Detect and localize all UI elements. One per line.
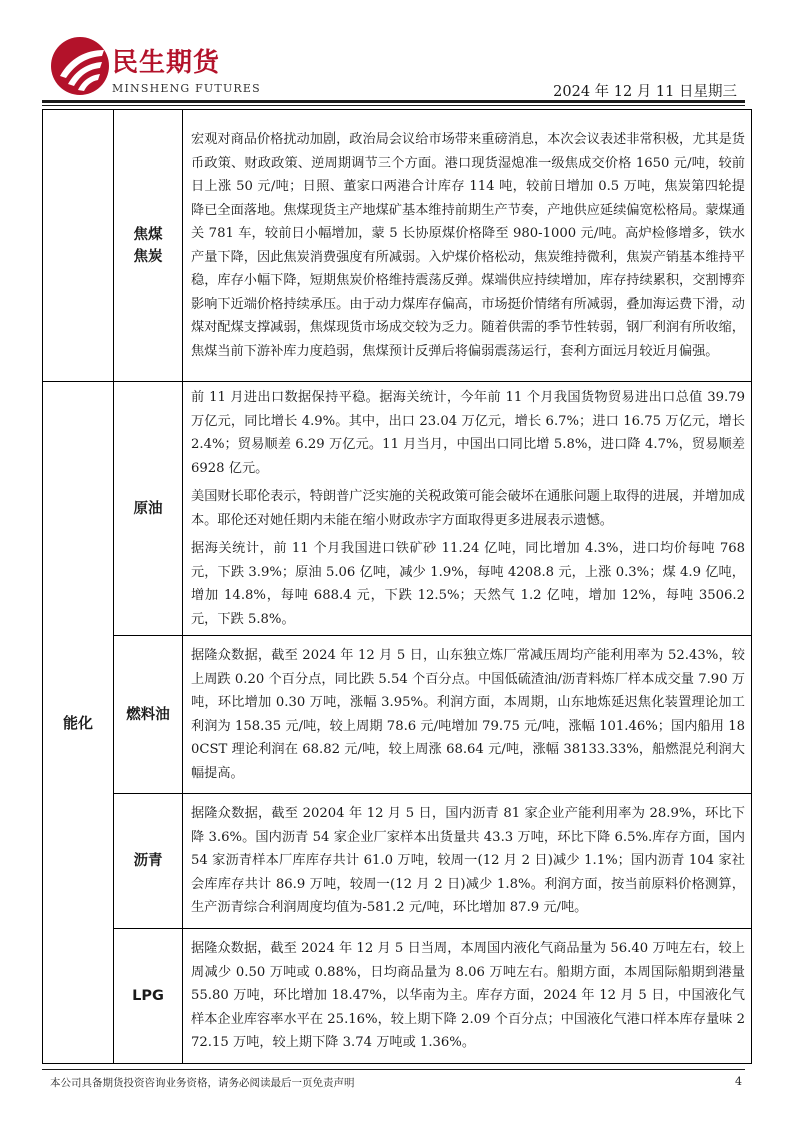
minsheng-logo-icon — [50, 36, 110, 96]
commentary-paragraph: 美国财长耶伦表示，特朗普广泛实施的关税政策可能会破坏在通胀问题上取得的进展，并增加成本。耶伦还对她任期内未能在缩小财政赤字方面取得更多进展表示遗憾。 — [191, 489, 745, 528]
commentary-cell — [183, 794, 752, 929]
page-header — [50, 36, 745, 100]
page-number: 4 — [735, 1075, 742, 1088]
footer-rule — [42, 1069, 745, 1070]
category-cell — [43, 110, 114, 382]
table-row — [43, 382, 752, 636]
subcategory-label: LPG — [132, 988, 164, 1004]
commentary-paragraph: 据海关统计，前 11 个月我国进口铁矿砂 11.24 亿吨，同比增加 4.3%，进口均价每吨 768 元，下跌 3.9%；原油 5.06 亿吨，减少 1.9%，每吨 4208.8 元，上涨 0.3%；煤 4.9 亿吨，增加 14.8%，每吨 688.4 元，下跌 12.5%；天然气 1.2 亿吨，增加 12%，每吨 3506.2 元，下跌 5.8%。 — [191, 541, 745, 627]
subcategory-cell — [114, 382, 183, 636]
commentary-paragraph: 据隆众数据，截至 2024 年 12 月 5 日，山东独立炼厂常减压周均产能利用率为 52.43%，较上周跌 0.20 个百分点，同比跌 5.54 个百分点。中国低硫渣油/沥青料炼厂样本成交量 7.90 万吨，环比增加 0.30 万吨，涨幅 3.95%。利润方面，本周期，山东地炼延迟焦化装置理论加工利润为 158.35 元/吨，较上周期 78.6 元/吨增加 79.75 元/吨，涨幅 101.46%；国内船用 180CST 理论利润在 68.82 元/吨，较上周涨 68.64 元/吨，涨幅 38133.33%，船燃混兑利润大幅提高。 — [191, 648, 745, 781]
commentary-paragraph: 据隆众数据，截至 2024 年 12 月 5 日当周，本周国内液化气商品量为 56.40 万吨左右，较上周减少 0.50 万吨或 0.88%，日均商品量为 8.06 万吨左右。船期方面，本周国际船期到港量 55.80 万吨，环比增加 18.47%，以华南为主。库存方面，2024 年 12 月 5 日，中国液化气样本企业库容率水平在 25.16%，较上期下降 2.09 个百分点；中国液化气港口样本库存量味 272.15 万吨，较上期下降 3.74 万吨或 1.36%。 — [191, 941, 745, 1051]
subcategory-label: 原油 — [133, 500, 163, 517]
commentary-paragraph: 宏观对商品价格扰动加剧，政治局会议给市场带来重磅消息，本次会议表述非常积极，尤其是货币政策、财政政策、逆周期调节三个方面。港口现货湿熄准一级焦成交价格 1650 元/吨，较前日上涨 50 元/吨；日照、董家口两港合计库存 114 吨，较前日增加 0.5 万吨，焦炭第四轮提降已全面落地。焦煤现货主产地煤矿基本维持前期生产节奏，产地供应延续偏宽松格局。蒙煤通关 781 车，较前日小幅增加，蒙 5 长协原煤价格降至 980-1000 元/吨。高炉检修增多，铁水产量下降，因此焦炭消费强度有所减弱。入炉煤价格松动，焦炭维持微利，焦炭产销基本维持平稳，库存小幅下降，短期焦炭价格维持震荡反弹。煤端供应持续增加，库存持续累积，交割博弈影响下近端价格持续承压。由于动力煤库存偏高，市场挺价情绪有所减弱，叠加海运费下滑，动煤对配煤支撑减弱，焦煤现货市场成交较为乏力。随着供需的季节性转弱，钢厂利润有所收缩，焦煤当前下游补库力度趋弱，焦煤预计反弹后将偏弱震荡运行，套利方面远月较近月偏强。 — [191, 132, 745, 359]
header-rule-thin — [42, 105, 745, 106]
subcategory-cell — [114, 636, 183, 794]
table-row — [43, 636, 752, 794]
table-row — [43, 794, 752, 929]
brand-name-cn: 民生期货 — [112, 48, 221, 78]
table-row — [43, 929, 752, 1064]
commentary-paragraph: 据隆众数据，截至 20204 年 12 月 5 日，国内沥青 81 家企业产能利用率为 28.9%，环比下降 3.6%。国内沥青 54 家企业厂家样本出货量共 43.3 万吨，环比下降 6.5%.库存方面，国内 54 家沥青样本厂库库存共计 61.0 万吨，较周一(12 月 2 日)减少 1.1%；国内沥青 104 家社会库库存共计 86.9 万吨，较周一(12 月 2 日)减少 1.8%。利润方面，按当前原料价格测算，生产沥青综合利润周度均值为-581.2 元/吨，环比增加 87.9 元/吨。 — [191, 806, 745, 916]
footer-disclaimer: 本公司具备期货投资咨询业务资格，请务必阅读最后一页免责声明 — [50, 1077, 355, 1089]
subcategory-cell — [114, 929, 183, 1064]
report-date: 2024 年 12 月 11 日星期三 — [553, 84, 737, 100]
commentary-cell — [183, 382, 752, 636]
subcategory-label: 焦煤 焦炭 — [133, 226, 163, 265]
commentary-paragraph: 前 11 月进出口数据保持平稳。据海关统计，今年前 11 个月我国货物贸易进出口总值 39.79 万亿元，同比增长 4.9%。其中，出口 23.04 万亿元，增长 6.7%；进口 16.75 万亿元，增长 2.4%；贸易顺差 6.29 万亿元。11 月当月，中国出口同比增 5.8%，进口降 4.7%，贸易顺差 6928 亿元。 — [191, 390, 745, 476]
commentary-cell — [183, 636, 752, 794]
subcategory-cell — [114, 110, 183, 382]
table-row — [43, 110, 752, 382]
commentary-cell — [183, 110, 752, 382]
brand-name-en: MINSHENG FUTURES — [112, 82, 261, 95]
subcategory-label: 沥青 — [133, 853, 163, 869]
subcategory-cell — [114, 794, 183, 929]
commentary-cell — [183, 929, 752, 1064]
category-cell: 能化 — [43, 382, 114, 1064]
subcategory-label: 燃料油 — [126, 706, 170, 723]
header-rule-thick — [42, 100, 745, 103]
commodity-table — [42, 109, 752, 1064]
